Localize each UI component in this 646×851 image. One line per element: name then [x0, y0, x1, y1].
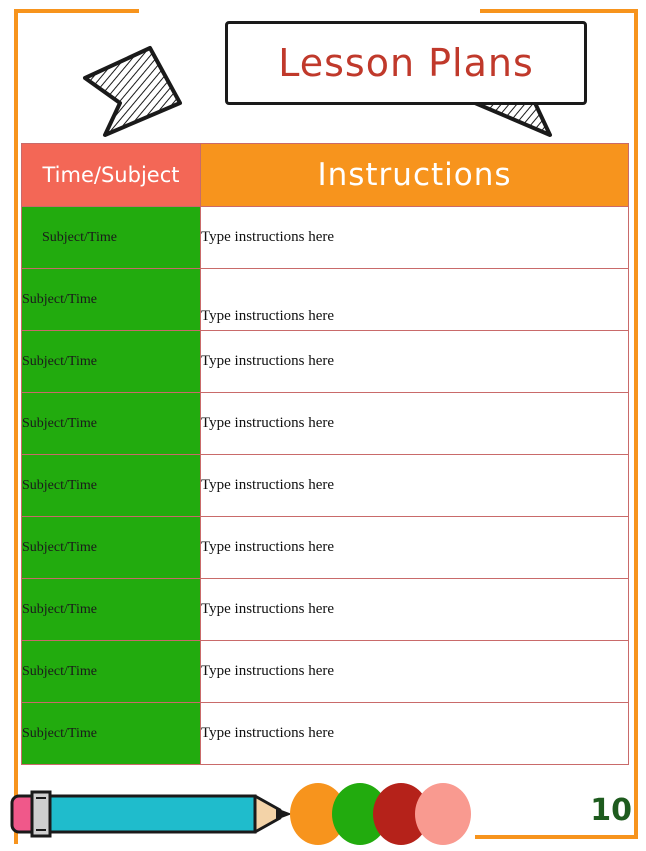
- subject-time-cell[interactable]: Subject/Time: [22, 331, 201, 393]
- subject-time-cell[interactable]: Subject/Time: [22, 455, 201, 517]
- instructions-cell[interactable]: Type instructions here: [201, 393, 629, 455]
- table-row: [22, 455, 629, 517]
- lesson-plan-table: [21, 143, 629, 765]
- table-row: [22, 579, 629, 641]
- table-row: [22, 393, 629, 455]
- instructions-cell[interactable]: Type instructions here: [201, 331, 629, 393]
- pink-dot: [415, 783, 471, 845]
- table-row: [22, 207, 629, 269]
- page-number: 10: [590, 793, 632, 828]
- frame-bottom-right: [475, 835, 638, 839]
- subject-time-cell[interactable]: Subject/Time: [22, 207, 201, 269]
- subject-time-cell[interactable]: Subject/Time: [22, 579, 201, 641]
- title-box: [225, 21, 587, 105]
- instructions-cell[interactable]: Type instructions here: [201, 703, 629, 765]
- subject-time-cell[interactable]: Subject/Time: [22, 393, 201, 455]
- instructions-cell[interactable]: Type instructions here: [201, 207, 629, 269]
- instructions-cell[interactable]: Type instructions here: [201, 269, 629, 331]
- instructions-cell[interactable]: Type instructions here: [201, 579, 629, 641]
- pencil-icon: [10, 788, 295, 840]
- instructions-cell[interactable]: Type instructions here: [201, 517, 629, 579]
- subject-time-cell[interactable]: Subject/Time: [22, 517, 201, 579]
- title-banner: [80, 8, 575, 140]
- table-row: [22, 703, 629, 765]
- header-instructions: Instructions: [201, 144, 629, 207]
- frame-left: [14, 9, 18, 844]
- table-row: [22, 269, 629, 331]
- instructions-cell[interactable]: Type instructions here: [201, 455, 629, 517]
- frame-right: [634, 9, 638, 839]
- table-row: [22, 517, 629, 579]
- table-row: [22, 331, 629, 393]
- subject-time-cell[interactable]: Subject/Time: [22, 703, 201, 765]
- subject-time-cell[interactable]: Subject/Time: [22, 269, 201, 331]
- page-title: Lesson Plans: [278, 41, 534, 85]
- header-time-subject: Time/Subject: [22, 144, 201, 207]
- subject-time-cell[interactable]: Subject/Time: [22, 641, 201, 703]
- instructions-cell[interactable]: Type instructions here: [201, 641, 629, 703]
- table-row: [22, 641, 629, 703]
- table-header-row: [22, 144, 629, 207]
